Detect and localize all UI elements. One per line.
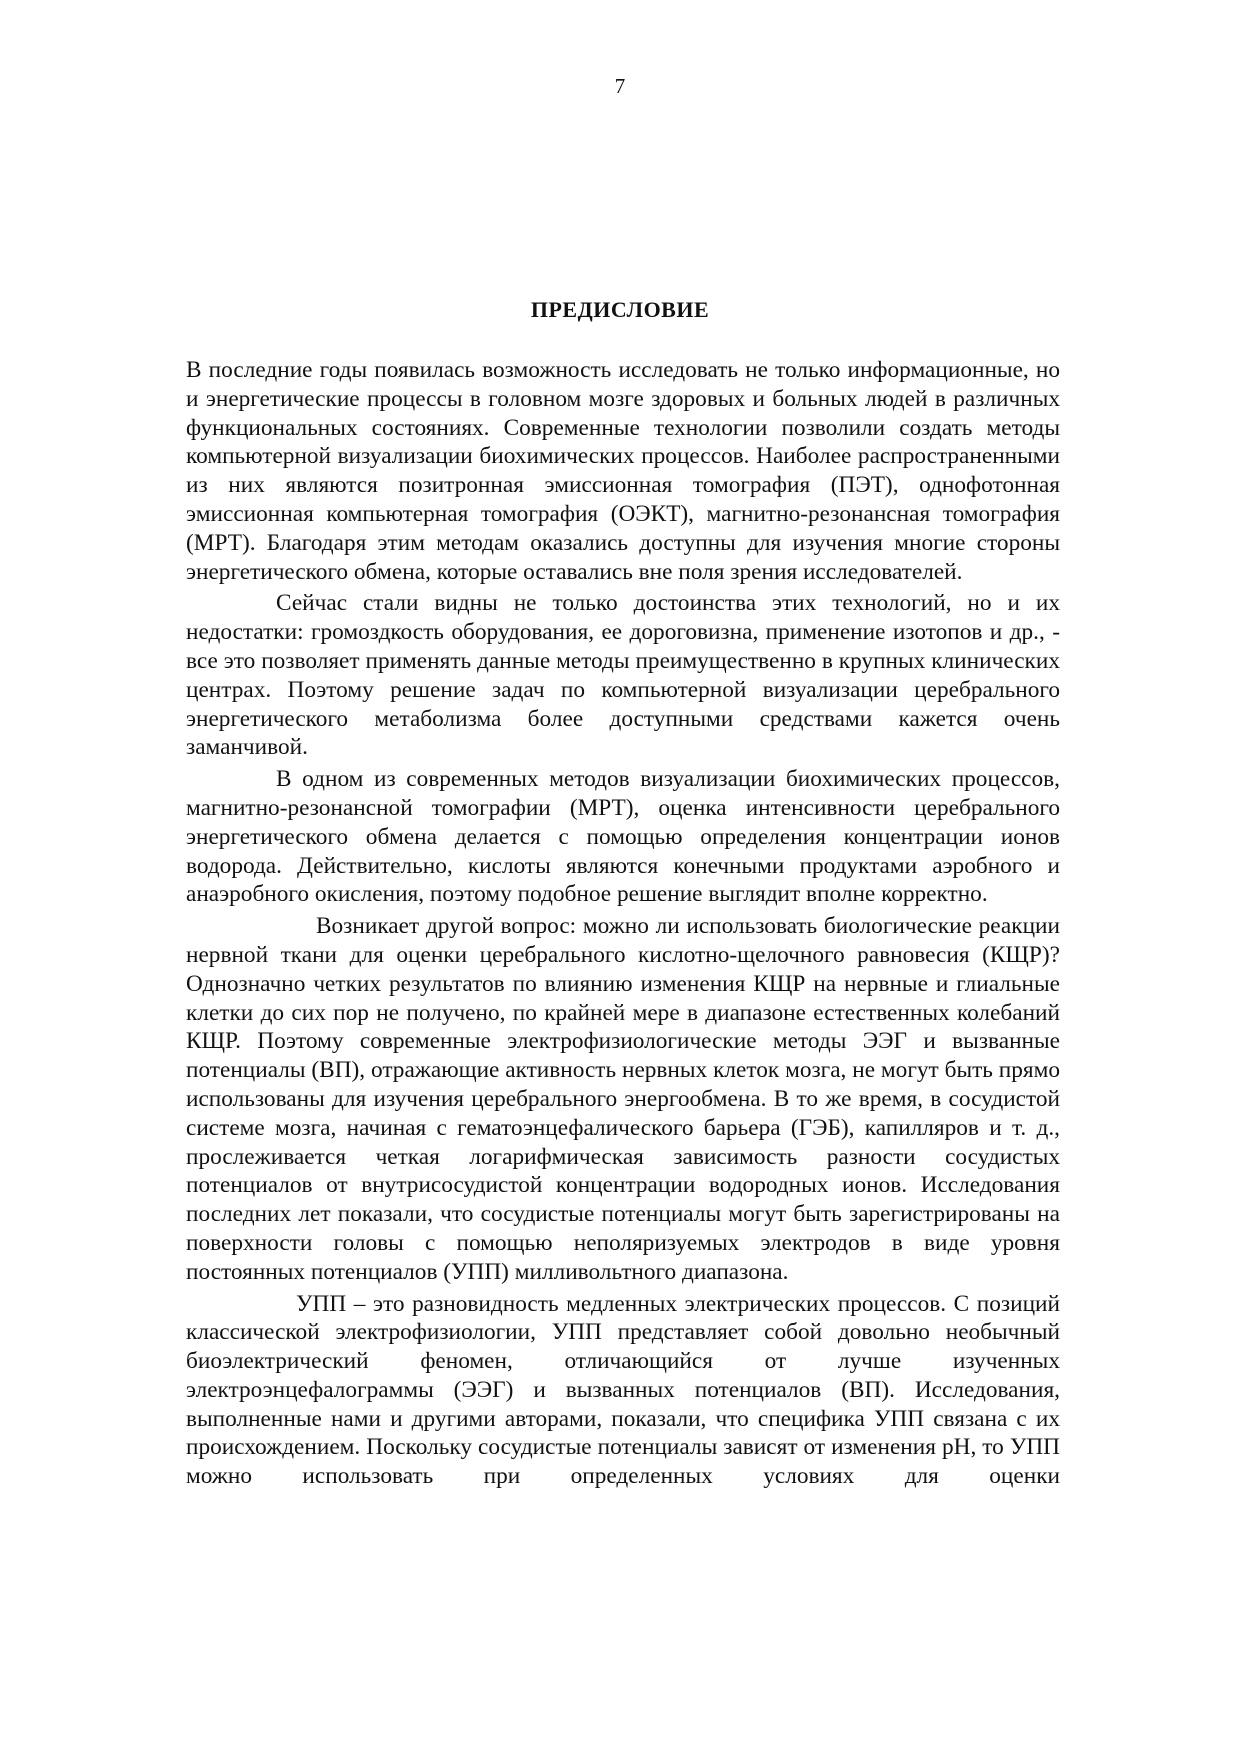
document-body bbox=[186, 356, 1060, 1494]
paragraph-1: В последние годы появилась возможность исследовать не только информационные, но и энергетические процессы в головном мозге здоровых и больных людей в различных функциональных состояниях. Современные технологии позволили создать методы компьютерной визуализации биохимических процессов. Наиболее распространенными из них являются позитронная эмиссионная томография (ПЭТ), однофотонная эмиссионная компьютерная томография (ОЭКТ), магнитно-резонансная томография (МРТ). Благодаря этим методам оказались доступны для изучения многие стороны энергетического обмена, которые оставались вне поля зрения исследователей. bbox=[186, 357, 1060, 585]
page-title: ПРЕДИСЛОВИЕ bbox=[530, 297, 710, 322]
paragraph-2: Сейчас стали видны не только достоинства этих технологий, но и их недостатки: громоздкость оборудования, ее дороговизна, применение изотопов и др., - все это позволяет применять данные методы преимущественно в крупных клинических центрах. Поэтому решение задач по компьютерной визуализации церебрального энергетического метаболизма более доступными средствами кажется очень заманчивой. bbox=[186, 590, 1060, 761]
paragraph-4: Возникает другой вопрос: можно ли использовать биологические реакции нервной ткани для оценки церебрального кислотно-щелочного равновесия (КЩР)? Однозначно четких результатов по влиянию изменения КЩР на нервные и глиальные клетки до сих пор не получено, по крайней мере в диапазоне естественных колебаний КЩР. Поэтому современные электрофизиологические методы ЭЭГ и вызванные потенциалы (ВП), отражающие активность нервных клеток мозга, не могут быть прямо использованы для изучения церебрального энергообмена. В то же время, в сосудистой системе мозга, начиная с гематоэнцефалического барьера (ГЭБ), капилляров и т. д., прослеживается четкая логарифмическая зависимость разности сосудистых потенциалов от внутрисосудистой концентрации водородных ионов. Исследования последних лет показали, что сосудистые потенциалы могут быть зарегистрированы на поверхности головы с помощью неполяризуемых электродов в виде уровня постоянных потенциалов (УПП) милливольтного диапазона. bbox=[186, 913, 1060, 1285]
paragraph-3: В одном из современных методов визуализации биохимических процессов, магнитно-резонансной томографии (МРТ), оценка интенсивности церебрального энергетического обмена делается с помощью определения концентрации ионов водорода. Действительно, кислоты являются конечными продуктами аэробного и анаэробного окисления, поэтому подобное решение выглядит вполне корректно. bbox=[186, 766, 1060, 908]
page-number: 7 bbox=[614, 74, 626, 98]
paragraph-5: УПП – это разновидность медленных электрических процессов. С позиций классической электрофизиологии, УПП представляет собой довольно необычный биоэлектрический феномен, отличающийся от лучше изученных электроэнцефалограммы (ЭЭГ) и вызванных потенциалов (ВП). Исследования, выполненные нами и другими авторами, показали, что специфика УПП связана с их происхождением. Поскольку сосудистые потенциалы зависят от изменения pH, то УПП можно использовать при определенных условиях для оценки bbox=[186, 1290, 1060, 1490]
